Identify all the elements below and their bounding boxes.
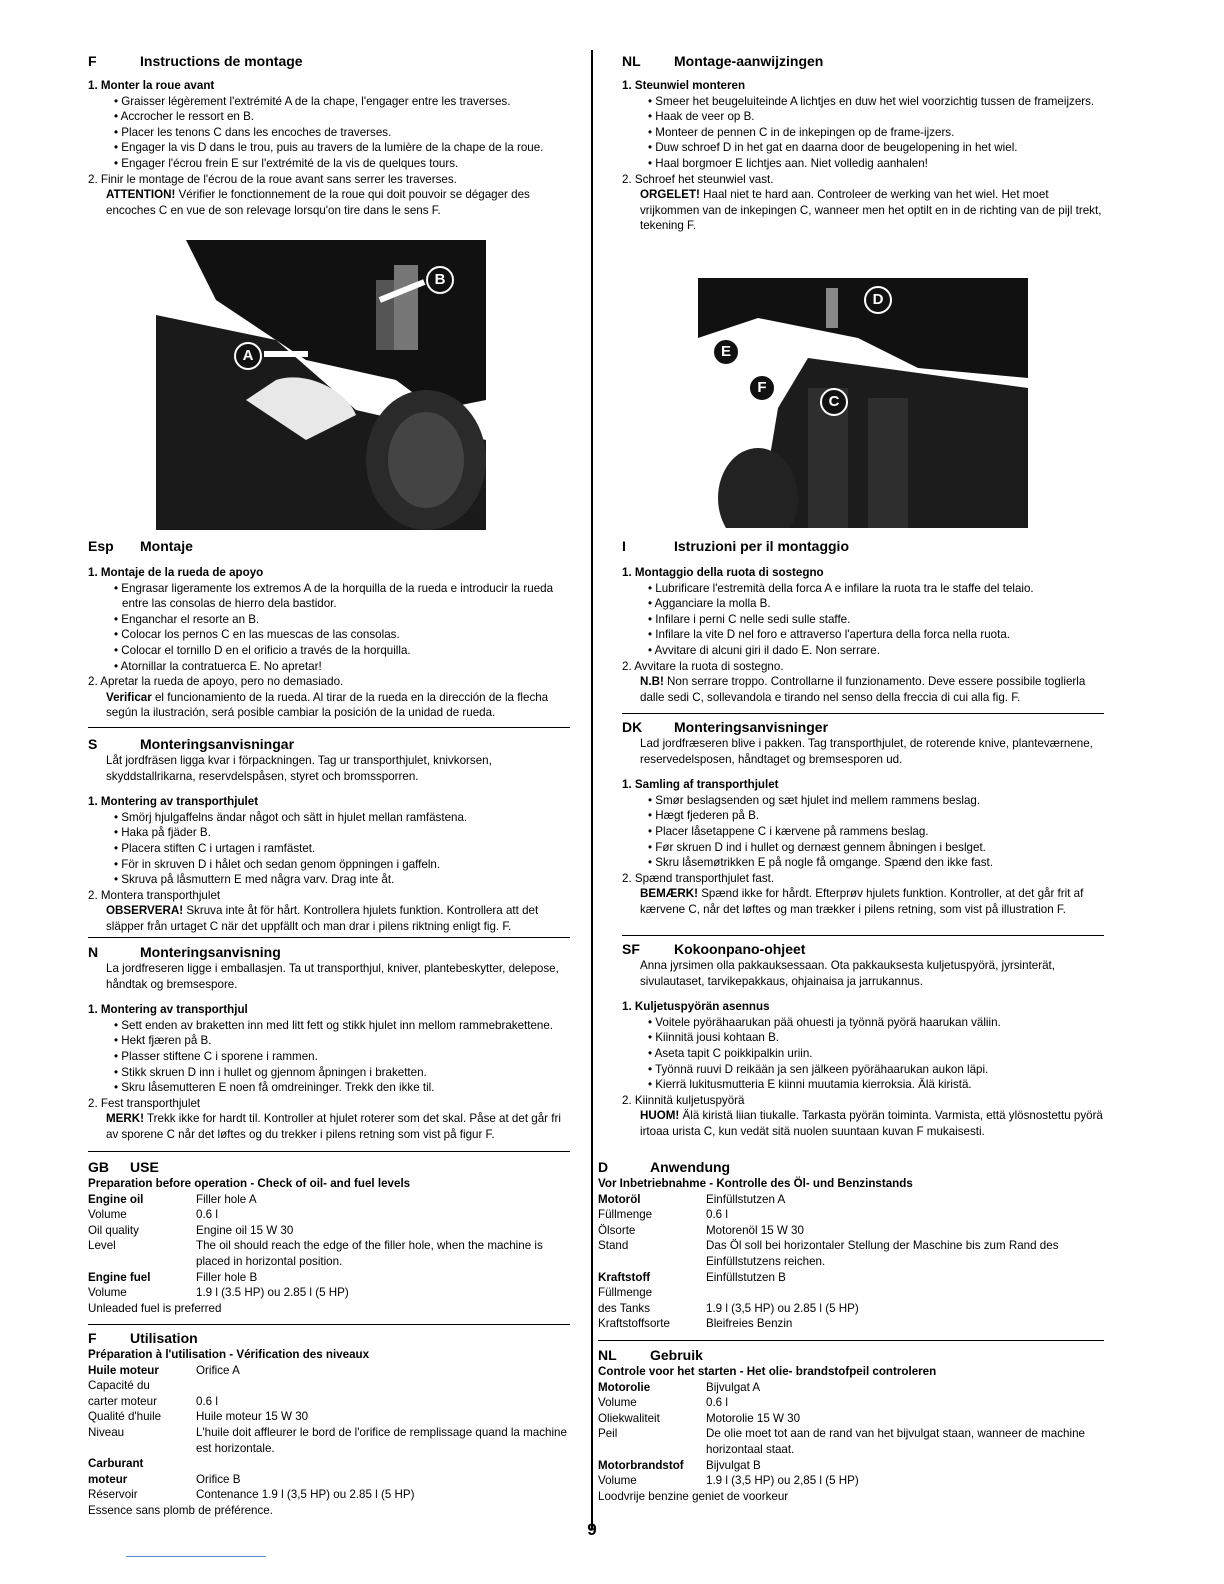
bullet-item: • Placera stiften C i urtagen i ramfästet. bbox=[114, 841, 316, 855]
lang-code: SF bbox=[622, 941, 640, 957]
bullet-item: • Colocar el tornillo D en el orificio a través de la horquilla. bbox=[114, 643, 411, 657]
spec-value: Orifice A bbox=[196, 1363, 240, 1377]
spec-key: Réservoir bbox=[88, 1488, 138, 1502]
attention-label: Verificar bbox=[106, 690, 152, 704]
spec-value: Bijvulgat A bbox=[706, 1380, 761, 1394]
spec-key: Volume bbox=[88, 1208, 127, 1222]
bullet-item: • Stikk skruen D inn i hullet og gjennom åpningen i braketten. bbox=[114, 1065, 427, 1079]
attention-text: Skruva inte åt för hårt. Kontrollera hjulets funktion. Kontrollera att det släpper från urtaget C när det uppfällt och man drar i pilens riktning enligt fig. F. bbox=[106, 904, 539, 933]
footer-note: Essence sans plomb de préférence. bbox=[88, 1503, 273, 1517]
section-title: Instructions de montage bbox=[140, 53, 303, 69]
spec-value: 1.9 l (3,5 HP) ou 2,85 l (5 HP) bbox=[706, 1474, 859, 1488]
spec-value: Engine oil 15 W 30 bbox=[196, 1223, 294, 1237]
attention-label: BEMÆRK! bbox=[640, 887, 698, 901]
spec-key: Motorbrandstof bbox=[598, 1458, 684, 1472]
spec-value: Contenance 1.9 l (3,5 HP) ou 2.85 l (5 HP) bbox=[196, 1488, 415, 1502]
bullet-item: • För in skruven D i hålet och sedan genom öppningen i gaffeln. bbox=[114, 857, 441, 871]
step-title: 1. Steunwiel monteren bbox=[622, 79, 746, 92]
step-2: 2. Kiinnitä kuljetuspyörä bbox=[622, 1093, 745, 1107]
divider bbox=[88, 727, 570, 728]
spec-key: Volume bbox=[88, 1286, 127, 1300]
section-title: Montage-aanwijzingen bbox=[674, 53, 824, 69]
lang-code: I bbox=[622, 538, 626, 554]
spec-value: Filler hole B bbox=[196, 1270, 258, 1284]
section-no bbox=[88, 943, 570, 1143]
spec-table bbox=[88, 1192, 570, 1301]
bullet-item: • Colocar los pernos C en las muescas de las consolas. bbox=[114, 628, 400, 642]
bullet-item: • Skru låsemøtrikken E på nogle få omgange. Spænd den ikke fast. bbox=[648, 856, 993, 870]
spec-value bbox=[196, 1456, 570, 1472]
section-de-use bbox=[598, 1158, 1104, 1332]
bullet-item: • Før skruen D ind i hullet og dernæst gennem åbningen i beslget. bbox=[648, 840, 986, 854]
spec-key: Volume bbox=[598, 1474, 637, 1488]
assembly-photo-left bbox=[156, 240, 486, 530]
intro-text: La jordfreseren ligge i emballasjen. Ta ut transporthjul, kniver, plantebeskytter, delepose, håndtak og bremsespore. bbox=[106, 962, 559, 991]
attention-text: Spænd ikke for hårdt. Efterprøv hjulets funktion. Kontroller, at det går frit af kærvene C, når det løftes og man trækker i pilens retning, som vist på illustration F. bbox=[640, 887, 1084, 916]
divider bbox=[88, 937, 570, 938]
spec-key: Füllmenge bbox=[598, 1208, 653, 1222]
bullet-item: • Smeer het beugeluiteinde A lichtjes en duw het wiel voorzichtig tussen de frameijzers. bbox=[648, 94, 1095, 108]
step-title: 1. Kuljetuspyörän asennus bbox=[622, 1000, 770, 1014]
section-heading bbox=[622, 52, 1104, 70]
spec-key: Motoröl bbox=[598, 1192, 641, 1206]
step-title: 1. Montaggio della ruota di sostegno bbox=[622, 566, 824, 579]
bullet-item: • Skruva på låsmuttern E med några varv. Drag inte åt. bbox=[114, 873, 395, 887]
step-title: 1. Monter la roue avant bbox=[88, 79, 215, 92]
step-2: 2. Schroef het steunwiel vast. bbox=[622, 172, 774, 186]
spec-value: Einfüllstutzen A bbox=[706, 1192, 786, 1206]
section-title: Utilisation bbox=[130, 1330, 198, 1346]
spec-value bbox=[706, 1285, 1104, 1301]
attention-note bbox=[88, 1111, 570, 1142]
section-title: Monteringsanvisning bbox=[140, 944, 281, 960]
intro-text: Låt jordfräsen ligga kvar i förpackningen. Tag ur transporthjulet, knivkorsen, skyddstallrikarna, reservdelspåsen, styret och bromssporren. bbox=[106, 754, 492, 783]
bullet-item: • Engager l'écrou frein E sur l'extrémité de la vis de quelques tours. bbox=[114, 156, 459, 170]
bullet-list bbox=[88, 581, 570, 675]
attention-label: ATTENTION! bbox=[106, 188, 176, 202]
label-c-marker: C bbox=[820, 388, 848, 416]
bullet-item: • Aseta tapit C poikkipalkin uriin. bbox=[648, 1046, 813, 1060]
spec-key: des Tanks bbox=[598, 1301, 650, 1315]
step-2: 2. Finir le montage de l'écrou de la roue avant sans serrer les traverses. bbox=[88, 172, 457, 186]
bullet-item: • Kierrä lukitusmutteria E kiinni muutamia kierroksia. Älä kiristä. bbox=[648, 1078, 972, 1092]
section-nl-use bbox=[598, 1346, 1104, 1504]
step-2: 2. Fest transporthjulet bbox=[88, 1096, 201, 1110]
spec-key: Capacité du bbox=[88, 1379, 150, 1393]
bullet-item: • Plasser stiftene C i sporene i rammen. bbox=[114, 1049, 318, 1063]
bullet-item: • Placer låsetappene C i kærvene på rammens beslag. bbox=[648, 824, 929, 838]
section-heading bbox=[622, 537, 1104, 555]
bullet-item: • Accrocher le ressort en B. bbox=[114, 110, 255, 124]
step-2: 2. Apretar la rueda de apoyo, pero no demasiado. bbox=[88, 675, 344, 689]
section-heading bbox=[622, 718, 1104, 736]
lang-code: F bbox=[88, 1330, 97, 1346]
bullet-item: • Infilare i perni C nelle sedi sulle staffe. bbox=[648, 612, 851, 626]
column-divider bbox=[591, 50, 593, 1530]
label-b-marker: B bbox=[426, 266, 454, 294]
section-title: Monteringsanvisninger bbox=[674, 719, 829, 735]
section-heading bbox=[622, 940, 1104, 958]
bullet-list bbox=[622, 94, 1104, 172]
attention-text: Vérifier le fonctionnement de la roue qui doit pouvoir se dégager des encoches C en vue de son relevage lorsqu'on tire dans le sens F. bbox=[106, 188, 530, 217]
spec-key: Level bbox=[88, 1239, 116, 1253]
section-heading bbox=[88, 52, 570, 70]
attention-text: el funcionamiento de la rueda. Al tirar de la rueda en la dirección de la flecha según la ilustración, será posible cambiar la posición de la unidad de rueda. bbox=[106, 690, 549, 720]
divider bbox=[598, 1340, 1104, 1341]
section-title: Montaje bbox=[140, 538, 193, 554]
bullet-item: • Lubrificare l'estremità della forca A e infilare la ruota tra le staffe del telaio. bbox=[648, 581, 1034, 595]
bullet-item: • Skru låsemutteren E noen få omdreininger. Trekk den ikke til. bbox=[114, 1081, 435, 1095]
step-2: 2. Spænd transporthjulet fast. bbox=[622, 871, 775, 885]
spec-value: Bleifreies Benzin bbox=[706, 1317, 793, 1331]
spec-key: Qualité d'huile bbox=[88, 1410, 162, 1424]
spec-value: Filler hole A bbox=[196, 1192, 257, 1206]
attention-note bbox=[88, 903, 570, 934]
spec-key: Kraftstoff bbox=[598, 1270, 651, 1284]
spec-value: 0.6 l bbox=[706, 1208, 728, 1222]
spec-value: Bijvulgat B bbox=[706, 1458, 761, 1472]
spec-value bbox=[196, 1378, 570, 1394]
bullet-item: • Kiinnitä jousi kohtaan B. bbox=[648, 1031, 780, 1045]
spec-key: Ölsorte bbox=[598, 1223, 636, 1237]
subtitle: Preparation before operation - Check of oil- and fuel levels bbox=[88, 1177, 411, 1190]
spec-key: moteur bbox=[88, 1472, 128, 1486]
spec-key: Engine fuel bbox=[88, 1270, 151, 1284]
spec-key: Oil quality bbox=[88, 1223, 139, 1237]
spec-value: 1.9 l (3.5 HP) ou 2.85 l (5 HP) bbox=[196, 1286, 349, 1300]
wheel-photo-illustration bbox=[698, 278, 1028, 528]
arrow-e bbox=[740, 348, 778, 354]
spec-value: L'huile doit affleurer le bord de l'orifice de remplissage quand la machine est horizontale. bbox=[196, 1425, 567, 1455]
spec-value: The oil should reach the edge of the filler hole, when the machine is placed in horizontal position. bbox=[196, 1239, 543, 1268]
attention-note bbox=[622, 187, 1104, 234]
divider bbox=[622, 935, 1104, 936]
step-title: 1. Montaje de la rueda de apoyo bbox=[88, 566, 264, 579]
spec-key: carter moteur bbox=[88, 1394, 157, 1408]
section-title: USE bbox=[130, 1159, 159, 1175]
subtitle: Préparation à l'utilisation - Vérification des niveaux bbox=[88, 1348, 370, 1361]
section-title: Istruzioni per il montaggio bbox=[674, 538, 849, 554]
spec-key: Peil bbox=[598, 1427, 618, 1441]
bullet-item: • Haal borgmoer E lichtjes aan. Niet volledig aanhalen! bbox=[648, 156, 928, 170]
bullet-list bbox=[88, 810, 570, 888]
section-heading bbox=[88, 943, 570, 961]
attention-text: Haal niet te hard aan. Controleer de werking van het wiel. Het moet vrijkommen van de inkepingen C, wanneer men het optilt en in de richting van de pijl trekt, tekening F. bbox=[640, 188, 1102, 233]
section-se bbox=[88, 735, 570, 935]
section-heading bbox=[88, 537, 570, 555]
step-title: 1. Samling af transporthjulet bbox=[622, 778, 779, 792]
attention-label: N.B! bbox=[640, 675, 664, 689]
intro-text: Lad jordfræseren blive i pakken. Tag transporthjulet, de roterende knive, planteværnene, reservedelsposen, håndtaget og bremsesporen ud. bbox=[640, 737, 1093, 766]
intro-text: Anna jyrsimen olla pakkauksessaan. Ota pakkauksesta kuljetuspyörä, jyrsinterät, sivulautaset, tarvikepakkaus, ohjainaisa ja jarrukannus. bbox=[640, 959, 1056, 988]
bullet-item: • Monteer de pennen C in de inkepingen op de frame-ijzers. bbox=[648, 125, 955, 139]
bullet-item: • Engrasar ligeramente los extremos A de la horquilla de la rueda e introducir la rueda entre las consolas de hierro dela bastidor. bbox=[114, 581, 554, 611]
attention-note bbox=[622, 886, 1104, 917]
section-fr-use bbox=[88, 1329, 570, 1519]
attention-text: Älä kiristä liian tiukalle. Tarkasta pyörän toiminta. Varmista, että ylösnostettu pyörä irtoaa urista C, kun vedät sitä nuolen suuntaan kuvan F mukaisesti. bbox=[640, 1109, 1103, 1138]
subtitle: Vor Inbetriebnahme - Kontrolle des Öl- und Benzinstands bbox=[598, 1177, 913, 1190]
lang-code: Esp bbox=[88, 538, 114, 554]
spec-value: 0.6 l bbox=[196, 1208, 218, 1222]
section-heading bbox=[88, 735, 570, 753]
assembly-photo-right bbox=[698, 278, 1028, 528]
attention-label: MERK! bbox=[106, 1112, 144, 1126]
spec-key: Stand bbox=[598, 1239, 629, 1253]
spec-value: Orifice B bbox=[196, 1472, 241, 1486]
bullet-item: • Engager la vis D dans le trou, puis au travers de la lumière de la chape de la roue. bbox=[114, 141, 544, 155]
attention-note bbox=[88, 690, 570, 721]
lang-code: N bbox=[88, 944, 99, 960]
spec-table bbox=[598, 1380, 1104, 1489]
page-number: 9 bbox=[587, 1520, 597, 1539]
label-f-marker: F bbox=[748, 374, 776, 402]
spec-key: Füllmenge bbox=[598, 1286, 653, 1300]
section-title: Kokoonpano-ohjeet bbox=[674, 941, 806, 957]
bullet-list bbox=[88, 1018, 570, 1096]
divider bbox=[88, 1151, 570, 1152]
bullet-list bbox=[622, 581, 1104, 659]
bullet-list bbox=[88, 94, 570, 172]
spec-value: Einfüllstutzen B bbox=[706, 1270, 786, 1284]
attention-label: HUOM! bbox=[640, 1109, 680, 1123]
attention-note bbox=[622, 1108, 1104, 1139]
section-nl-montage bbox=[622, 52, 1104, 234]
section-gb-use bbox=[88, 1158, 570, 1316]
bullet-list bbox=[622, 793, 1104, 871]
spec-key: Volume bbox=[598, 1396, 637, 1410]
spec-key: Carburant bbox=[88, 1457, 144, 1471]
section-fr-montage bbox=[88, 52, 570, 218]
attention-note bbox=[88, 187, 570, 218]
section-title: Monteringsanvisningar bbox=[140, 736, 295, 752]
section-title: Anwendung bbox=[650, 1159, 731, 1175]
attention-label: ORGELET! bbox=[640, 188, 700, 202]
spec-table bbox=[598, 1192, 1104, 1332]
bullet-item: • Graisser légèrement l'extrémité A de la chape, l'engager entre les traverses. bbox=[114, 94, 511, 108]
spec-key: Huile moteur bbox=[88, 1363, 159, 1377]
lang-code: GB bbox=[88, 1159, 109, 1175]
lang-code: NL bbox=[598, 1347, 617, 1363]
bullet-item: • Infilare la vite D nel foro e attraverso l'apertura della forca nella ruota. bbox=[648, 628, 1010, 642]
spec-value: Motorolie 15 W 30 bbox=[706, 1411, 801, 1425]
section-title: Gebruik bbox=[650, 1347, 703, 1363]
attention-text: Non serrare troppo. Controllarne il funzionamento. Deve essere possibile toglierla dalle sedi C, sollevandola e tirando nel senso della freccia di cui alla fig. F. bbox=[640, 675, 1086, 704]
step-title: 1. Montering av transporthjulet bbox=[88, 795, 259, 809]
attention-text: Trekk ikke for hardt til. Kontroller at hjulet roterer som det skal. Påse at det går fri av sporene C når det løftes og du trekker i pilens retning som vist på figur F. bbox=[106, 1112, 561, 1141]
divider bbox=[88, 1324, 570, 1325]
bullet-item: • Agganciare la molla B. bbox=[648, 597, 771, 611]
lang-code: F bbox=[88, 53, 97, 69]
bullet-item: • Voitele pyörähaarukan pää ohuesti ja työnnä pyörä haarukan väliin. bbox=[648, 1015, 1001, 1029]
section-heading bbox=[88, 1158, 570, 1176]
bullet-item: • Smörj hjulgaffelns ändar något och sätt in hjulet mellan ramfästena. bbox=[114, 810, 468, 824]
lang-code: S bbox=[88, 736, 98, 752]
section-sf bbox=[622, 940, 1104, 1140]
bullet-list bbox=[622, 1015, 1104, 1093]
bullet-item: • Sett enden av braketten inn med litt fett og stikk hjulet inn mellom rammebrakettene. bbox=[114, 1018, 554, 1032]
spec-key: Kraftstoffsorte bbox=[598, 1317, 670, 1331]
step-2: 2. Avvitare la ruota di sostegno. bbox=[622, 659, 784, 673]
label-a-marker: A bbox=[234, 342, 262, 370]
section-heading bbox=[88, 1329, 570, 1347]
bullet-item: • Smør beslagsenden og sæt hjulet ind mellem rammens beslag. bbox=[648, 793, 981, 807]
spec-table bbox=[88, 1363, 570, 1503]
section-heading bbox=[598, 1346, 1104, 1364]
label-d-marker: D bbox=[864, 286, 892, 314]
bullet-item: • Hægt fjederen på B. bbox=[648, 809, 760, 823]
section-heading bbox=[598, 1158, 1104, 1176]
spec-key: Oliekwaliteit bbox=[598, 1411, 660, 1425]
spec-key: Niveau bbox=[88, 1425, 125, 1439]
step-title: 1. Montering av transporthjul bbox=[88, 1003, 248, 1017]
bullet-item: • Atornillar la contratuerca E. No apretar! bbox=[114, 659, 322, 673]
divider bbox=[622, 713, 1104, 714]
spec-value: 0.6 l bbox=[706, 1396, 728, 1410]
bullet-item: • Avvitare di alcuni giri il dado E. Non serrare. bbox=[648, 643, 880, 657]
lang-code: NL bbox=[622, 53, 641, 69]
arrow-a bbox=[264, 351, 308, 357]
bullet-item: • Haak de veer op B. bbox=[648, 110, 755, 124]
spec-value: Huile moteur 15 W 30 bbox=[196, 1410, 309, 1424]
spec-value: 1.9 l (3,5 HP) ou 2.85 l (5 HP) bbox=[706, 1301, 859, 1315]
bullet-item: • Duw schroef D in het gat en daarna door de beugelopening in het wiel. bbox=[648, 141, 1018, 155]
spec-value: Motorenöl 15 W 30 bbox=[706, 1223, 804, 1237]
lang-code: D bbox=[598, 1159, 609, 1175]
section-dk bbox=[622, 718, 1104, 918]
spec-value: De olie moet tot aan de rand van het bijvulgat staan, wanneer de machine horizontaal staat. bbox=[706, 1427, 1085, 1456]
bullet-item: • Työnnä ruuvi D reikään ja sen jälkeen pyörähaarukan aukon läpi. bbox=[648, 1062, 989, 1076]
footnote-rule bbox=[126, 1556, 266, 1557]
spec-key: Engine oil bbox=[88, 1192, 144, 1206]
attention-note bbox=[622, 674, 1104, 705]
section-it bbox=[622, 537, 1104, 705]
spec-value: 0.6 l bbox=[196, 1394, 218, 1408]
spec-value: Das Öl soll bei horizontaler Stellung der Maschine bis zum Rand des Einfüllstutzens reichen. bbox=[706, 1239, 1059, 1268]
footer-note: Unleaded fuel is preferred bbox=[88, 1301, 222, 1315]
bullet-item: • Enganchar el resorte an B. bbox=[114, 612, 260, 626]
spec-key: Motorolie bbox=[598, 1380, 651, 1394]
footer-note: Loodvrije benzine geniet de voorkeur bbox=[598, 1489, 789, 1503]
subtitle: Controle voor het starten - Het olie- brandstofpeil controleren bbox=[598, 1365, 937, 1378]
bullet-item: • Placer les tenons C dans les encoches de traverses. bbox=[114, 125, 392, 139]
label-e-marker: E bbox=[712, 338, 740, 366]
bullet-item: • Hekt fjæren på B. bbox=[114, 1034, 212, 1048]
bullet-item: • Haka på fjäder B. bbox=[114, 826, 211, 840]
step-2: 2. Montera transporthjulet bbox=[88, 888, 221, 902]
attention-label: OBSERVERA! bbox=[106, 904, 184, 918]
section-esp bbox=[88, 537, 570, 721]
lang-code: DK bbox=[622, 719, 643, 735]
